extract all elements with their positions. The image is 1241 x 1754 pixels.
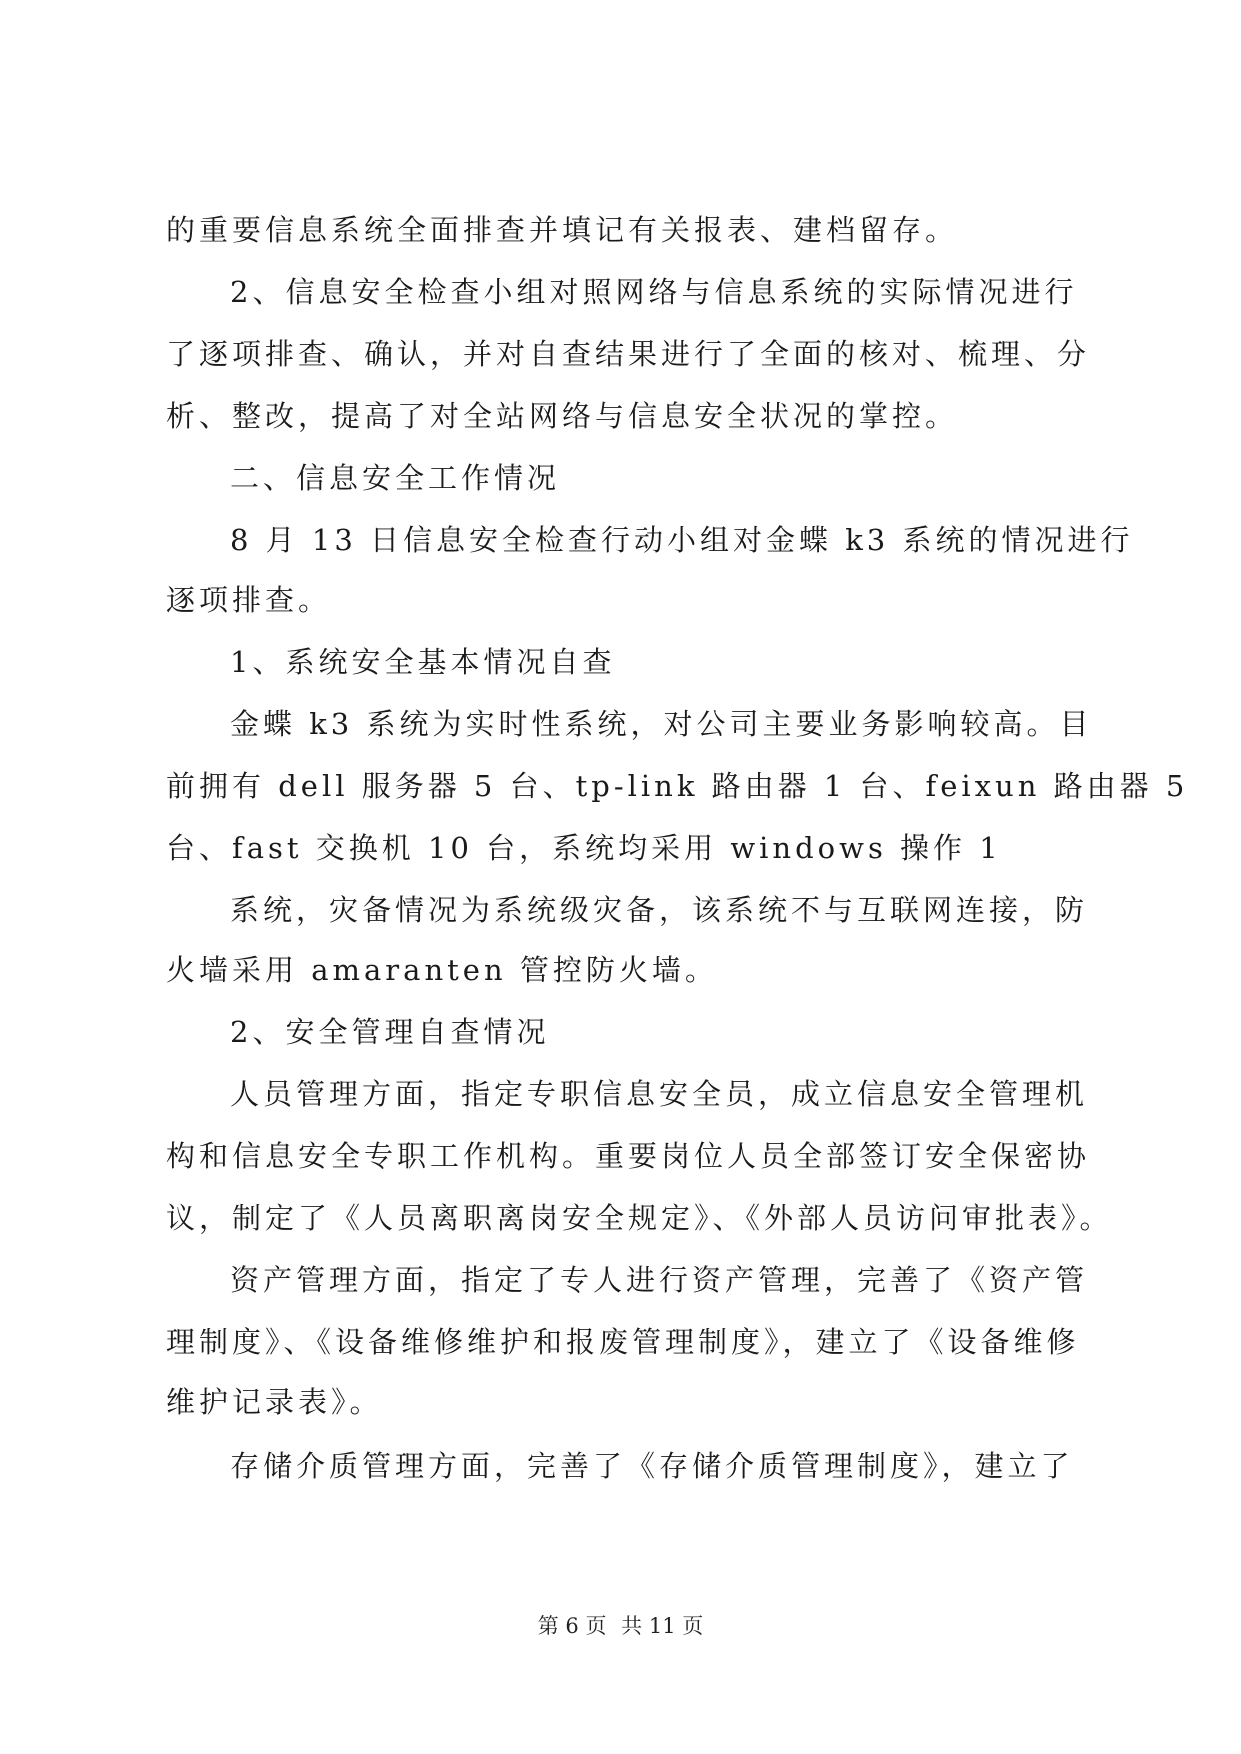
page-number: 第 6 页 — [537, 1614, 607, 1638]
text-line: 火墙采用 amaranten 管控防火墙。 — [166, 953, 718, 987]
text-line: 前拥有 dell 服务器 5 台、tp-link 路由器 1 台、feixun 路由器 5 — [166, 769, 1189, 803]
subsection-heading: 1、系统安全基本情况自查 — [230, 645, 616, 679]
section-heading: 二、信息安全工作情况 — [230, 461, 561, 495]
text-line: 的重要信息系统全面排查并填记有关报表、建档留存。 — [166, 213, 959, 247]
text-line: 析、整改，提高了对全站网络与信息安全状况的掌控。 — [166, 399, 959, 433]
page-footer — [0, 1610, 1241, 1640]
subsection-heading: 2、安全管理自查情况 — [230, 1015, 550, 1049]
text-line: 了逐项排查、确认，并对自查结果进行了全面的核对、梳理、分 — [166, 337, 1091, 371]
text-line: 金蝶 k3 系统为实时性系统，对公司主要业务影响较高。目 — [230, 707, 1093, 741]
text-line: 台、fast 交换机 10 台，系统均采用 windows 操作 1 — [166, 831, 1002, 865]
text-line: 逐项排查。 — [166, 583, 332, 617]
text-line: 构和信息安全专职工作机构。重要岗位人员全部签订安全保密协 — [166, 1139, 1091, 1173]
text-line: 2、信息安全检查小组对照网络与信息系统的实际情况进行 — [230, 275, 1078, 309]
text-line: 议，制定了《人员离职离岗安全规定》、《外部人员访问审批表》。 — [166, 1201, 1113, 1235]
text-line: 8 月 13 日信息安全检查行动小组对金蝶 k3 系统的情况进行 — [230, 523, 1134, 557]
text-line: 人员管理方面，指定专职信息安全员，成立信息安全管理机 — [230, 1077, 1089, 1111]
text-line: 系统，灾备情况为系统级灾备，该系统不与互联网连接，防 — [230, 893, 1089, 927]
page-total: 共 11 页 — [621, 1614, 704, 1638]
text-line: 理制度》、《设备维修维护和报废管理制度》，建立了《设备维修 — [166, 1325, 1080, 1359]
text-line: 资产管理方面，指定了专人进行资产管理，完善了《资产管 — [230, 1263, 1089, 1297]
text-line: 维护记录表》。 — [166, 1385, 383, 1419]
text-line: 存储介质管理方面，完善了《存储介质管理制度》，建立了 — [230, 1449, 1074, 1483]
